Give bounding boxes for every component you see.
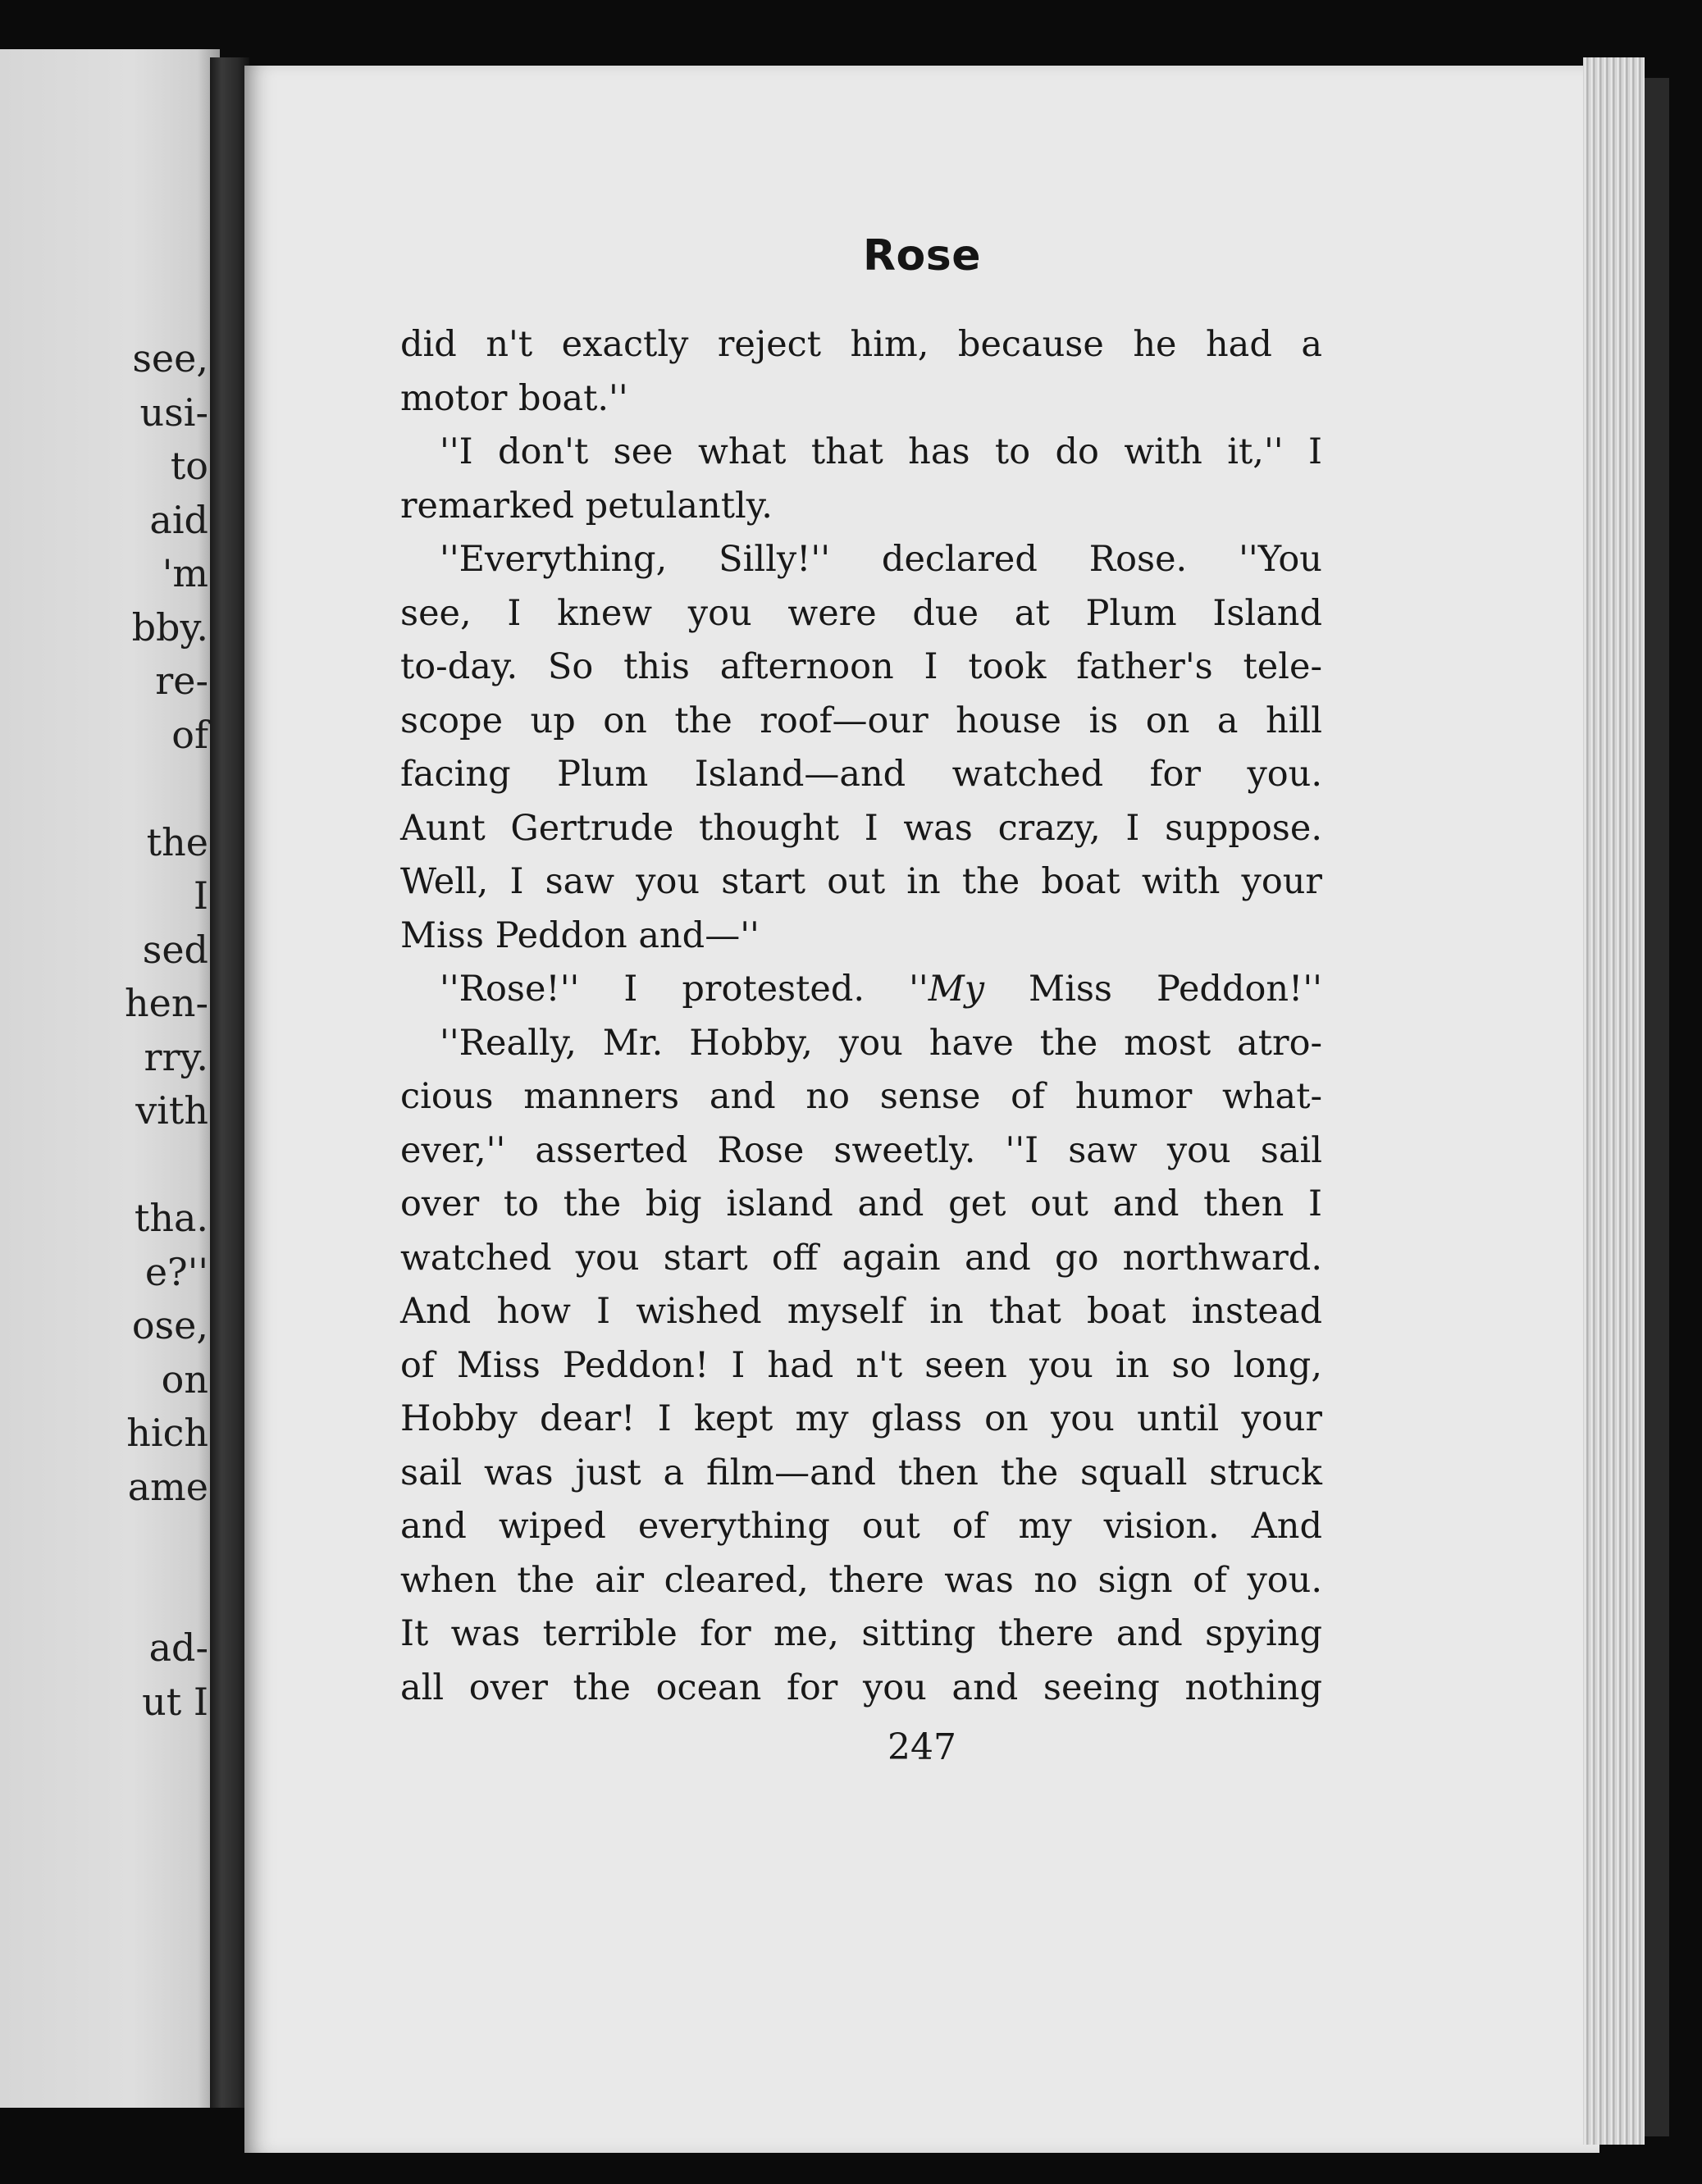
previous-page-fragment: I (193, 873, 208, 918)
previous-page-fragment: e?'' (144, 1249, 208, 1294)
previous-page-fragment: tha. (134, 1196, 208, 1240)
text-line: motor boat.'' (400, 377, 628, 419)
text-line: ''Everything, Silly!'' declared Rose. ''You (440, 539, 1322, 580)
text-line: scope up on the roof—our house is on a hill (400, 700, 1322, 741)
previous-page-fragment: bby. (131, 604, 208, 650)
previous-page-fragment: see, (132, 336, 208, 381)
previous-page-fragment: hich (126, 1411, 208, 1455)
previous-page-fragment: rry. (144, 1034, 208, 1079)
text-segment: Miss Peddon!'' (984, 969, 1322, 1010)
previous-page-fragment (125, 1138, 208, 1192)
previous-page-fragment: on (161, 1356, 208, 1402)
previous-page-fragment: the (146, 819, 208, 864)
previous-page-fragment: ose, (131, 1303, 208, 1347)
text-line: see, I knew you were due at Plum Island (400, 592, 1322, 634)
previous-page-fragment: to (170, 444, 208, 488)
text-line: and wiped everything out of my vision. And (400, 1506, 1322, 1547)
text-line: sail was just a film—and then the squall struck (400, 1452, 1322, 1493)
previous-page-line-fragments (125, 332, 208, 1729)
text-line: ''Really, Mr. Hobby, you have the most atro- (440, 1022, 1322, 1064)
previous-page-fragment (125, 1568, 208, 1622)
italic-emphasis: ''My (909, 969, 985, 1010)
text-line: when the air cleared, there was no sign of you. (400, 1559, 1322, 1601)
previous-page-fragment: ame (127, 1464, 208, 1509)
previous-page-fragment: sed (142, 927, 208, 972)
previous-page-fragment: re- (155, 659, 208, 703)
text-line (400, 963, 1322, 1017)
previous-page-fragment: ut I (142, 1679, 208, 1724)
running-head: Rose (863, 231, 981, 280)
text-line: ''I don't see what that has to do with it,'' I (440, 431, 1322, 472)
text-line: Hobby dear! I kept my glass on you until your (400, 1398, 1322, 1439)
text-line: It was terrible for me, sitting there and spying (400, 1613, 1322, 1654)
previous-page-fragment (125, 762, 208, 816)
previous-page-fragment: 'm (162, 551, 208, 595)
text-line: of Miss Peddon! I had n't seen you in so long, (400, 1344, 1322, 1386)
text-line: did n't exactly reject him, because he had a (400, 324, 1322, 365)
text-line: Well, I saw you start out in the boat with your (400, 861, 1322, 902)
previous-page-fragment: of (171, 712, 208, 757)
page-edges (1583, 57, 1645, 2145)
previous-page-fragment: ad- (148, 1625, 208, 1670)
text-line: to-day. So this afternoon I took father's tele- (400, 646, 1322, 687)
text-line: Miss Peddon and—'' (400, 914, 760, 956)
cover-edge (1645, 78, 1669, 2136)
text-line: over to the big island and get out and then I (400, 1183, 1322, 1224)
page-number: 247 (888, 1726, 956, 1768)
previous-page-fragment (125, 1514, 208, 1568)
text-line: facing Plum Island—and watched for you. (400, 754, 1322, 795)
text-segment: ''Rose!'' I protested. (440, 969, 910, 1010)
text-line: all over the ocean for you and seeing nothing (400, 1666, 1322, 1708)
previous-page-fragment: vith (135, 1088, 208, 1133)
text-line: Aunt Gertrude thought I was crazy, I suppose. (400, 807, 1322, 849)
previous-page-fragment: aid (149, 497, 208, 542)
text-line: remarked petulantly. (400, 485, 773, 527)
text-line: cious manners and no sense of humor what- (400, 1076, 1322, 1117)
text-line: And how I wished myself in that boat instead (400, 1291, 1322, 1332)
book-gutter (210, 57, 249, 2108)
previous-page-fragment: usi- (139, 390, 208, 435)
text-line: watched you start off again and go northward. (400, 1237, 1322, 1279)
body-text (400, 318, 1322, 1715)
previous-page-fragment: hen- (124, 981, 208, 1025)
previous-page (0, 49, 220, 2108)
text-line: ever,'' asserted Rose sweetly. ''I saw you sail (400, 1129, 1322, 1171)
